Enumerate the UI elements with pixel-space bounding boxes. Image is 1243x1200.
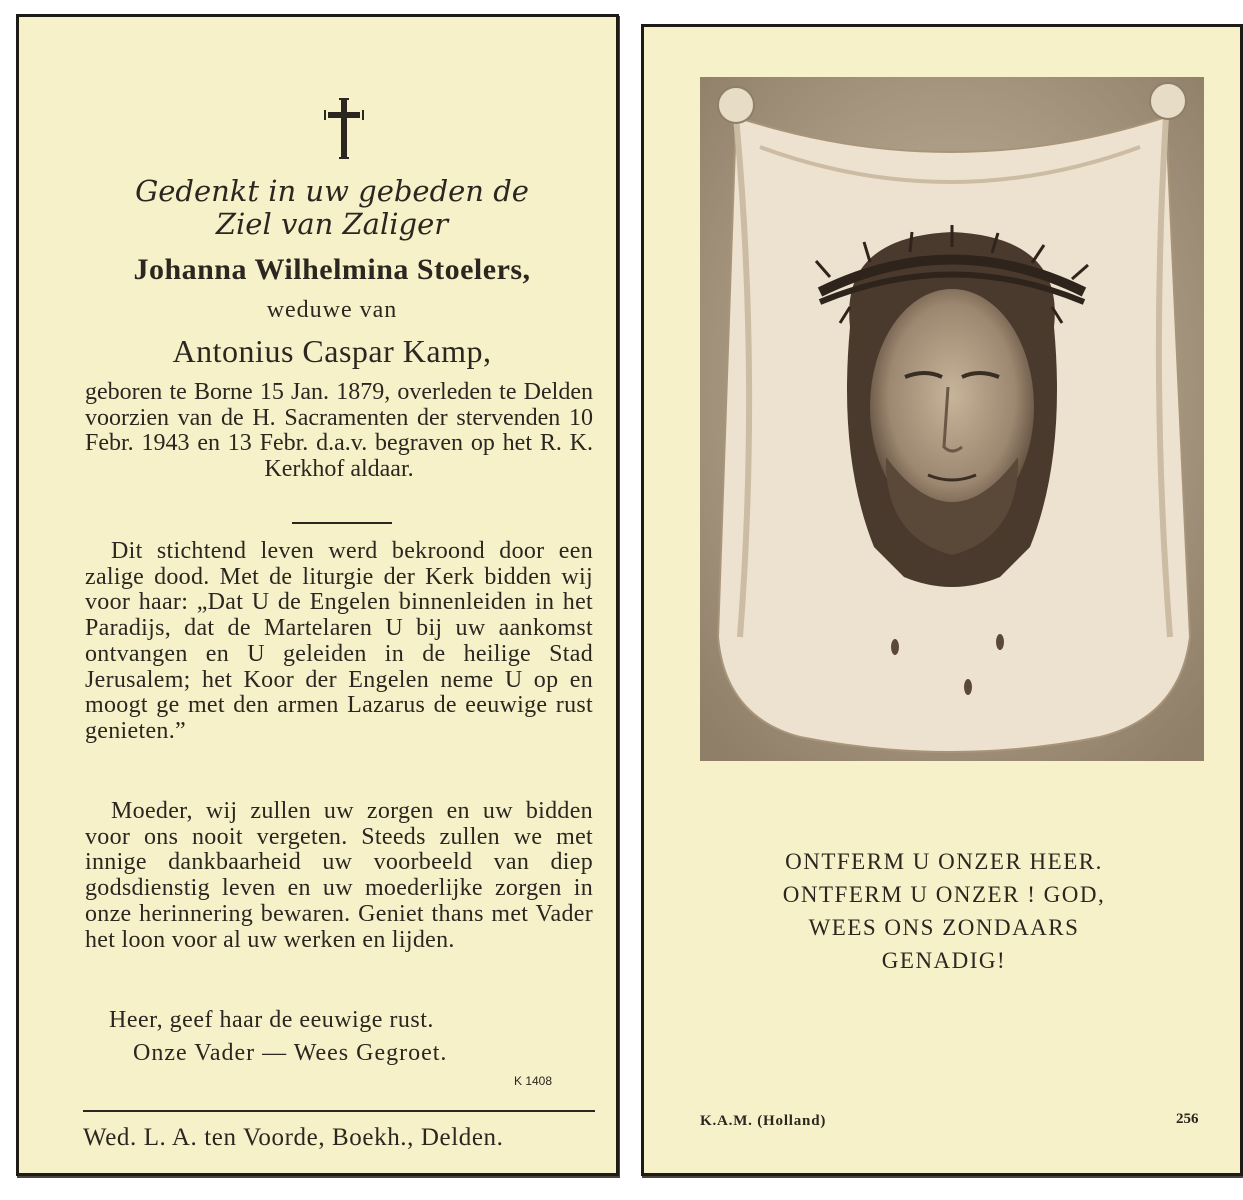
- widow-of-label: weduwe van: [266, 297, 398, 323]
- memorial-card-image-side: [641, 24, 1243, 1176]
- intro-line-1: Gedenkt in uw gebeden de: [135, 174, 529, 208]
- prayers-list: Onze Vader — Wees Gegroet.: [133, 1040, 448, 1066]
- paragraph-liturgy: Dit stichtend leven werd bekroond door een zalige dood. Met de liturgie der Kerk bidden wij voor haar: „Dat U de Engelen binnenleiden in het Paradijs, dat de Martelaren U bij uw aankomst ontvangen en U geleiden in de heilige Stad Jerusalem; het Koor der Engelen neme U op en moogt ge met den armen Lazarus de eeuwige rust genieten.”: [85, 538, 593, 744]
- prayer-line-4: GENADIG!: [881, 948, 1007, 973]
- biographical-details: geboren te Borne 15 Jan. 1879, overleden te Delden voorzien van de H. Sacramenten der stervenden 10 Febr. 1943 en 13 Febr. d.a.v. begraven op het R. K. Kerkhof aldaar.: [85, 379, 593, 482]
- veil-of-veronica-image: [700, 77, 1204, 761]
- prayer-line-3: WEES ONS ZONDAARS: [808, 915, 1080, 940]
- print-code: K 1408: [514, 1074, 553, 1088]
- prayer-text: [724, 845, 1164, 977]
- printer-imprint: K.A.M. (Holland): [700, 1113, 827, 1129]
- divider: [292, 522, 392, 524]
- prayer-line-2: ONTFERM U ONZER ! GOD,: [782, 882, 1106, 907]
- cross-icon: [322, 97, 366, 161]
- deceased-name: Johanna Wilhelmina Stoelers,: [133, 253, 531, 286]
- intro-line-2: Ziel van Zaliger: [215, 207, 449, 241]
- bottom-divider: [83, 1110, 595, 1112]
- closing-prayer: Heer, geef haar de eeuwige rust.: [109, 1007, 434, 1033]
- intro-text: [67, 175, 597, 241]
- memorial-card-text: [16, 14, 619, 1176]
- prayer-line-1: ONTFERM U ONZER HEER.: [785, 849, 1103, 874]
- publisher-imprint: Wed. L. A. ten Voorde, Boekh., Delden.: [83, 1124, 504, 1151]
- card-number: 256: [1176, 1111, 1199, 1127]
- husband-name: Antonius Caspar Kamp,: [172, 333, 492, 369]
- paragraph-mother: Moeder, wij zullen uw zorgen en uw bidden voor ons nooit vergeten. Steeds zullen we met innige dankbaarheid uw voorbeeld van diep godsdienstig leven en uw moederlijke zorgen in onze herinnering bewaren. Geniet thans met Vader het loon voor al uw werken en lijden.: [85, 798, 593, 953]
